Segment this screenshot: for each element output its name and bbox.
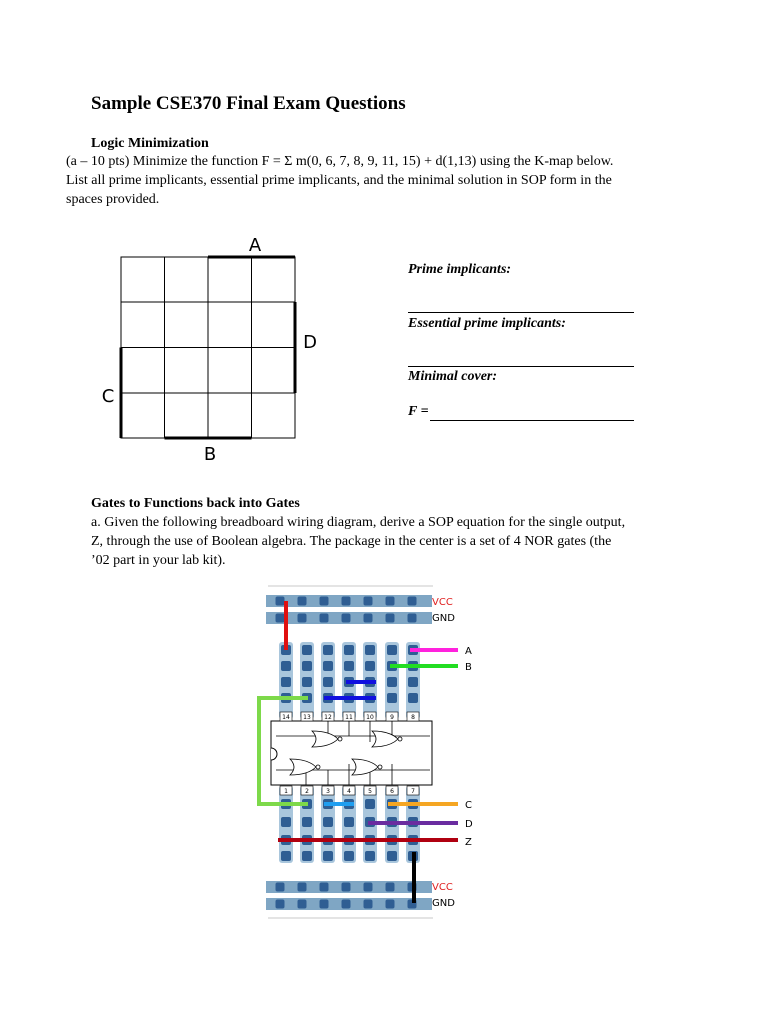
input-b-label: B <box>465 662 472 673</box>
rail-hole <box>364 900 373 909</box>
strip-hole <box>281 661 291 671</box>
rail-hole <box>386 614 395 623</box>
strip-hole <box>323 661 333 671</box>
strip-hole <box>302 661 312 671</box>
rail-hole <box>342 597 351 606</box>
rail-hole <box>298 900 307 909</box>
rail-hole <box>320 900 329 909</box>
ic-pin-number: 5 <box>368 788 372 795</box>
vcc-label: VCC <box>432 597 453 608</box>
question-line: (a – 10 pts) Minimize the function F = Σ m(0, 6, 7, 8, 9, 11, 15) + d(1,13) using the K-map below. <box>66 154 614 169</box>
ic-pin-number: 11 <box>345 714 353 721</box>
kmap-label-a: A <box>248 235 262 256</box>
ic-pin-number: 2 <box>305 788 309 795</box>
strip-hole <box>281 817 291 827</box>
strip-hole <box>344 851 354 861</box>
rail-hole <box>364 597 373 606</box>
ic-pin-number: 9 <box>390 714 394 721</box>
input-a-label: A <box>465 646 472 657</box>
essential-prime-implicants-label: Essential prime implicants: <box>408 316 566 331</box>
nor-gate-ic-74ls02 <box>271 712 432 795</box>
ic-pin-number: 14 <box>282 714 290 721</box>
strip-hole <box>387 645 397 655</box>
rail-hole <box>386 900 395 909</box>
nor-gate-bubble <box>378 765 382 769</box>
nor-gate-bubble <box>316 765 320 769</box>
gnd-label: GND <box>432 898 455 909</box>
ic-pin-number: 12 <box>324 714 332 721</box>
ic-pin-number: 6 <box>390 788 394 795</box>
nor-gate-bubble <box>338 737 342 741</box>
strip-hole <box>281 677 291 687</box>
nor-gate-bubble <box>398 737 402 741</box>
strip-hole <box>408 677 418 687</box>
ic-pin-number: 1 <box>284 788 288 795</box>
section1-question <box>66 152 706 209</box>
f-equals-label: F = <box>408 404 429 419</box>
rail-hole <box>408 614 417 623</box>
question-line: a. Given the following breadboard wiring diagram, derive a SOP equation for the single output, <box>91 515 626 530</box>
question-line: spaces provided. <box>66 192 160 207</box>
strip-hole <box>344 817 354 827</box>
rail-hole <box>320 614 329 623</box>
ic-pin-number: 10 <box>366 714 374 721</box>
strip-hole <box>302 851 312 861</box>
prime-implicants-answer-line[interactable] <box>408 312 634 313</box>
minimal-cover-label: Minimal cover: <box>408 369 498 384</box>
rail-hole <box>386 883 395 892</box>
question-line: List all prime implicants, essential prime implicants, and the minimal solution in SOP form in the <box>66 173 612 188</box>
rail-hole <box>276 614 285 623</box>
kmap-label-c: C <box>101 386 115 407</box>
strip-hole <box>302 677 312 687</box>
question-line: Z, through the use of Boolean algebra. The package in the center is a set of 4 NOR gates (the <box>91 534 612 549</box>
ic-pin-number: 3 <box>326 788 330 795</box>
kmap-label-b: B <box>203 444 217 465</box>
rail-hole <box>276 883 285 892</box>
ic-pin-number: 13 <box>303 714 311 721</box>
kmap-grid <box>121 257 295 438</box>
rail-hole <box>276 900 285 909</box>
section2-question <box>91 513 731 570</box>
input-c-label: C <box>465 800 472 811</box>
rail-hole <box>320 597 329 606</box>
output-z-label: Z <box>465 837 472 848</box>
vcc-label: VCC <box>432 882 453 893</box>
strip-hole <box>323 645 333 655</box>
page-title: Sample CSE370 Final Exam Questions <box>91 93 406 114</box>
strip-hole <box>387 693 397 703</box>
rail-hole <box>386 597 395 606</box>
rail-hole <box>342 883 351 892</box>
strip-hole <box>344 645 354 655</box>
rail-hole <box>408 597 417 606</box>
strip-hole <box>323 817 333 827</box>
section-heading-gates: Gates to Functions back into Gates <box>91 496 300 511</box>
rail-hole <box>342 900 351 909</box>
ic-pin-number: 8 <box>411 714 415 721</box>
strip-hole <box>365 645 375 655</box>
rail-hole <box>298 883 307 892</box>
strip-hole <box>302 817 312 827</box>
rail-hole <box>298 597 307 606</box>
strip-hole <box>365 851 375 861</box>
strip-hole <box>344 661 354 671</box>
rail-hole <box>342 614 351 623</box>
rail-hole <box>320 883 329 892</box>
kmap-label-d: D <box>303 332 317 353</box>
section-heading-logic-minimization: Logic Minimization <box>91 136 209 151</box>
strip-hole <box>408 693 418 703</box>
strip-hole <box>302 645 312 655</box>
ic-pin-number: 7 <box>411 788 415 795</box>
question-line: ’02 part in your lab kit). <box>91 553 226 568</box>
strip-hole <box>387 851 397 861</box>
strip-hole <box>365 661 375 671</box>
rail-hole <box>276 597 285 606</box>
strip-hole <box>323 677 333 687</box>
breadboard-labels <box>432 597 473 909</box>
f-answer-line[interactable] <box>430 420 634 421</box>
gnd-label: GND <box>432 613 455 624</box>
ic-pin-number: 4 <box>347 788 351 795</box>
rail-hole <box>298 614 307 623</box>
strip-hole <box>281 851 291 861</box>
karnaugh-map <box>90 228 330 468</box>
strip-hole <box>323 851 333 861</box>
strip-hole <box>365 799 375 809</box>
strip-hole <box>387 677 397 687</box>
breadboard-wiring-diagram <box>250 580 510 920</box>
input-d-label: D <box>465 819 473 830</box>
rail-hole <box>364 614 373 623</box>
essential-prime-implicants-answer-line[interactable] <box>408 366 634 367</box>
rail-hole <box>364 883 373 892</box>
prime-implicants-label: Prime implicants: <box>408 262 512 277</box>
